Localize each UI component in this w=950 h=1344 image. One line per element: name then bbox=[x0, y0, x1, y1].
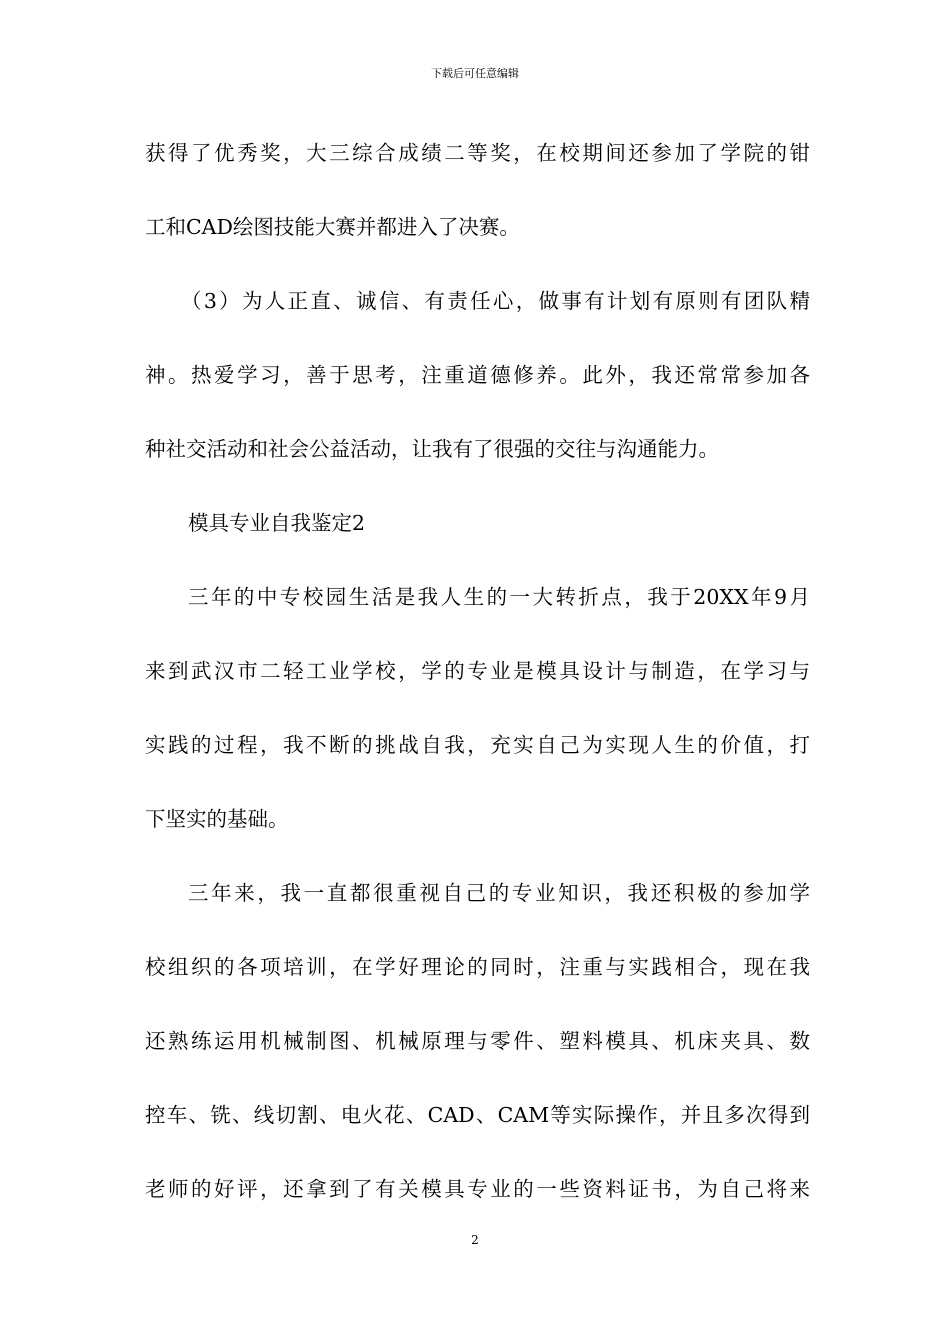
paragraph-line: 实践的过程，我不断的挑战自我，充实自己为实现人生的价值，打 bbox=[145, 733, 810, 757]
paragraph-line: 来到武汉市二轻工业学校，学的专业是模具设计与制造，在学习与 bbox=[145, 659, 810, 683]
page-number: 2 bbox=[471, 1233, 479, 1247]
paragraph-line: （3）为人正直、诚信、有责任心，做事有计划有原则有团队精 bbox=[181, 289, 810, 313]
paragraph-line: 获得了优秀奖，大三综合成绩二等奖，在校期间还参加了学院的钳 bbox=[145, 141, 810, 165]
document-body bbox=[145, 138, 810, 1248]
section-heading: 模具专业自我鉴定2 bbox=[188, 511, 366, 535]
paragraph-line: 三年来，我一直都很重视自己的专业知识，我还积极的参加学 bbox=[188, 881, 810, 905]
paragraph-line: 三年的中专校园生活是我人生的一大转折点，我于20XX年9月 bbox=[188, 585, 810, 609]
paragraph-line: 下坚实的基础。 bbox=[145, 807, 289, 831]
paragraph-line: 还熟练运用机械制图、机械原理与零件、塑料模具、机床夹具、数 bbox=[145, 1029, 810, 1053]
paragraph-line: 种社交活动和社会公益活动，让我有了很强的交往与沟通能力。 bbox=[145, 437, 719, 461]
paragraph-line: 工和CAD绘图技能大赛并都进入了决赛。 bbox=[145, 215, 520, 239]
page-header: 下载后可任意编辑 bbox=[431, 67, 519, 80]
paragraph-line: 控车、铣、线切割、电火花、CAD、CAM等实际操作，并且多次得到 bbox=[145, 1103, 810, 1127]
paragraph-line: 校组织的各项培训，在学好理论的同时，注重与实践相合，现在我 bbox=[145, 955, 810, 979]
paragraph-line: 神。热爱学习，善于思考，注重道德修养。此外，我还常常参加各 bbox=[145, 363, 810, 387]
paragraph-line: 老师的好评，还拿到了有关模具专业的一些资料证书，为自己将来 bbox=[145, 1177, 810, 1201]
